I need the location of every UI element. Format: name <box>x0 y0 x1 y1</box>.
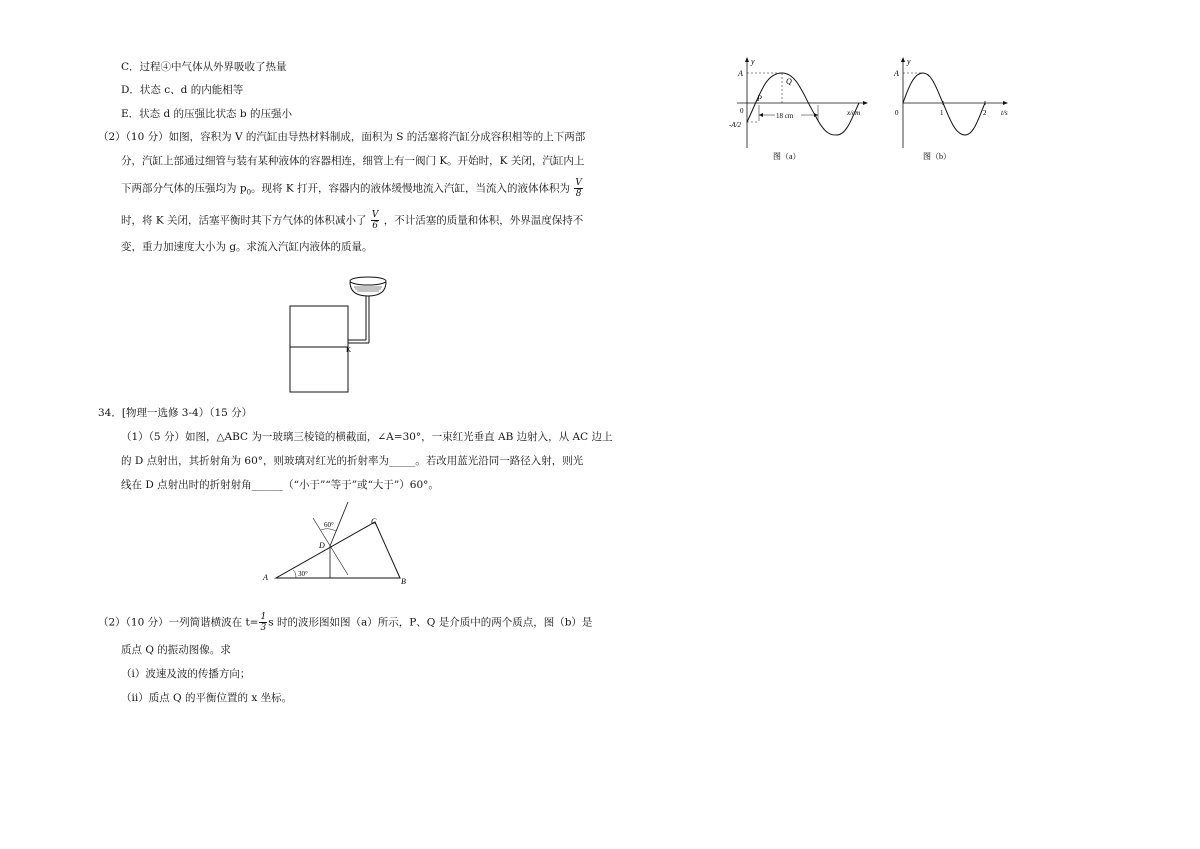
amplitude-label: A <box>894 69 899 78</box>
question-2-line-1: （2）（10 分）如图，容积为 V 的汽缸由导热材料制成，面积为 S 的活塞将汽缸分成容积相等的上下两部 <box>98 131 586 143</box>
t-axis-label: t/s <box>1001 109 1008 117</box>
caption-b: 图（b） <box>923 152 951 161</box>
question-34-1-line-2: 的 D 点射出，其折射角为 60°，则玻璃对红光的折射率为_____。若改用蓝光沿同一路径入射，则光 <box>121 455 584 467</box>
cylinder-figure <box>280 268 400 398</box>
amplitude-label: A <box>738 69 743 78</box>
question-2-line-3: 下两部分气体的压强均为 $p_0$。现将 K 打开，容器内的液体缓慢地流入汽缸，当流入的液体体积为 $\frac{V}{8}$ <box>121 178 582 199</box>
point-d-label: D <box>319 541 325 550</box>
tick-1-label: 1 <box>940 109 944 117</box>
prism-figure <box>258 500 418 590</box>
origin-label: 0 <box>895 109 899 117</box>
angle-d-label: 60° <box>324 521 334 529</box>
question-34-2-line-2: 质点 Q 的振动图像。求 <box>121 644 231 656</box>
question-34-2-ii: （ii）质点 Q 的平衡位置的 x 坐标。 <box>121 692 293 704</box>
vertex-b-label: B <box>401 577 406 586</box>
option-e: E．状态 d 的压强比状态 b 的压强小 <box>121 108 292 120</box>
fraction-v-over-6: $\frac{V}{6}$ <box>371 210 379 231</box>
distance-18cm-label: 18 cm <box>776 112 794 120</box>
y-axis-label: y <box>751 57 755 66</box>
neg-half-amplitude-label: -A/2 <box>729 121 742 129</box>
vertex-c-label: C <box>371 517 377 526</box>
vertex-a-label: A <box>263 573 268 582</box>
point-q-label: Q <box>786 77 792 86</box>
option-d: D．状态 c、d 的内能相等 <box>121 84 244 96</box>
caption-a: 图（a） <box>773 152 801 161</box>
origin-label: 0 <box>740 107 744 115</box>
option-c: C．过程④中气体从外界吸收了热量 <box>121 61 287 73</box>
question-34-2-line-1: （2）（10 分）一列简谐横波在 t= $\frac{1}{3}$ s 时的波形图如图（a）所示，P、Q 是介质中的两个质点，图（b）是 <box>98 612 593 633</box>
valve-k-label: K <box>346 346 352 354</box>
question-34-title: 34．[物理一选修 3-4）（15 分） <box>98 407 253 419</box>
y-axis-label: y <box>907 57 911 66</box>
vibration-graph-b <box>885 55 1025 165</box>
question-2-line-4: 时，将 K 关闭，活塞平衡时其下方气体的体积减小了 $\frac{V}{6}$ ，不计活塞的质量和体积，外界温度保持不 <box>121 210 584 231</box>
question-34-1-line-1: （1）（5 分）如图，△ABC 为一玻璃三棱镜的横截面，∠A=30°，一束红光垂直 AB 边射入，从 AC 边上 <box>121 431 613 443</box>
fraction-v-over-8: $\frac{V}{8}$ <box>575 178 582 199</box>
x-axis-label: x/cm <box>847 109 861 117</box>
question-2-line-5: 变，重力加速度大小为 g。求流入汽缸内液体的质量。 <box>121 241 373 253</box>
wave-graph-a <box>725 55 875 165</box>
fraction-1-over-3: $\frac{1}{3}$ <box>260 612 267 633</box>
tick-2-label: 2 <box>983 109 987 117</box>
point-p-label: P <box>757 94 762 103</box>
question-34-1-line-3: 线在 D 点射出时的折射射角______（“小于”“等于”或“大于”）60°。 <box>121 479 439 491</box>
question-34-2-i: （i）波速及波的传播方向； <box>121 668 251 680</box>
angle-a-label: 30° <box>298 570 308 578</box>
question-2-line-2: 分，汽缸上部通过细管与装有某种液体的容器相连，细管上有一阀门 K。开始时，K 关闭，汽缸内上 <box>121 155 585 167</box>
